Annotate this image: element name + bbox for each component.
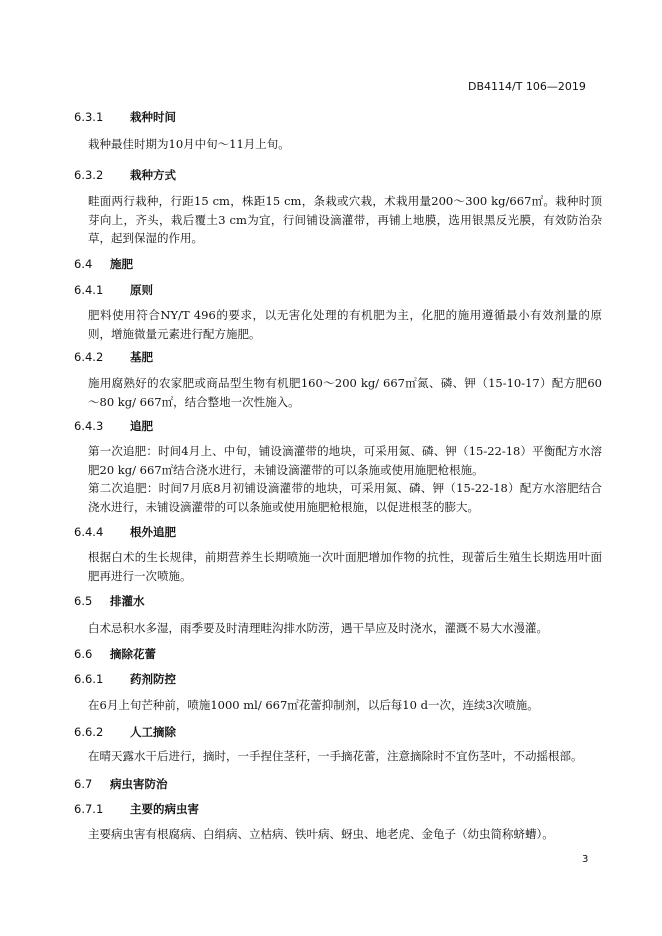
section-title: 栽种时间 [130, 110, 176, 124]
section-title: 药剂防控 [130, 672, 176, 686]
paragraph-6-4-1: 肥料使用符合NY/T 496的要求，以无害化处理的有机肥为主，化肥的施用遵循最小有效剂量的原则，增施微量元素进行配方施肥。 [88, 308, 602, 341]
section-number: 6.4 [74, 257, 93, 271]
paragraph-6-6-2: 在晴天露水干后进行，摘时，一手捏住茎秆，一手摘花蕾，注意摘除时不宜伤茎叶，不动摇根部。 [88, 749, 583, 763]
section-number: 6.7.1 [74, 802, 104, 816]
section-6-4-4-heading [74, 524, 176, 540]
section-title: 病虫害防治 [110, 777, 168, 791]
section-6-7-1-heading [74, 801, 199, 817]
section-6-6-1-heading [74, 671, 176, 687]
section-6-4-1-heading [74, 282, 153, 298]
section-number: 6.6 [74, 647, 93, 661]
section-6-5-heading [74, 593, 145, 609]
section-title: 主要的病虫害 [130, 802, 199, 816]
section-6-4-2-heading [74, 349, 153, 365]
section-number: 6.4.3 [74, 419, 104, 433]
paragraph-6-4-2: 施用腐熟好的农家肥或商品型生物有机肥160～200 kg/ 667㎡氮、磷、钾（15-10-17）配方肥60～80 kg/ 667㎡，结合整地一次性施入。 [88, 376, 602, 409]
section-title: 施肥 [110, 257, 133, 271]
paragraph-6-6-1: 在6月上旬芒种前，喷施1000 ml/ 667㎡花蕾抑制剂，以后每10 d一次，连续3次喷施。 [88, 698, 539, 712]
section-6-4-3-heading [74, 418, 153, 434]
section-title: 根外追肥 [130, 525, 176, 539]
section-number: 6.3.1 [74, 110, 104, 124]
section-title: 栽种方式 [130, 168, 176, 182]
section-6-6-2-heading [74, 724, 176, 740]
page-number: 3 [582, 854, 589, 865]
section-title: 追肥 [130, 419, 153, 433]
section-number: 6.5 [74, 594, 93, 608]
section-number: 6.7 [74, 777, 93, 791]
section-number: 6.4.2 [74, 350, 104, 364]
section-6-6-heading [74, 646, 156, 662]
section-number: 6.4.4 [74, 525, 104, 539]
document-id: DB4114/T 106—2019 [468, 80, 586, 93]
paragraph-6-4-3-first: 第一次追肥：时间4月上、中旬，铺设滴灌带的地块，可采用氮、磷、钾（15-22-18）平衡配方水溶肥20 kg/ 667㎡结合浇水进行，未铺设滴灌带的可以条施或使用施肥枪根施。 [88, 444, 602, 477]
paragraph-6-5: 白术忌积水多湿，雨季要及时清理畦沟排水防涝，遇干旱应及时浇水，灌溉不易大水漫灌。 [88, 621, 548, 635]
section-number: 6.6.1 [74, 672, 104, 686]
section-title: 人工摘除 [130, 725, 176, 739]
section-6-3-1-heading [74, 109, 176, 125]
paragraph-6-3-1: 栽种最佳时期为10月中旬～11月上旬。 [88, 137, 290, 151]
section-6-3-2-heading [74, 167, 176, 183]
paragraph-6-4-3-second: 第二次追肥：时间7月底8月初铺设滴灌带的地块，可采用氮、磷、钾（15-22-18）配方水溶肥结合浇水进行，未铺设滴灌带的可以条施或使用施肥枪根施，以促进根茎的膨大。 [88, 481, 602, 514]
section-title: 原则 [130, 283, 153, 297]
paragraph-6-4-4: 根据白术的生长规律，前期营养生长期喷施一次叶面肥增加作物的抗性，现蕾后生殖生长期选用叶面肥再进行一次喷施。 [88, 550, 602, 583]
section-6-4-heading [74, 256, 133, 272]
section-number: 6.3.2 [74, 168, 104, 182]
section-number: 6.6.2 [74, 725, 104, 739]
section-title: 基肥 [130, 350, 153, 364]
paragraph-6-7-1: 主要病虫害有根腐病、白绢病、立枯病、铁叶病、蚜虫、地老虎、金龟子（幼虫简称蛴螬）。 [88, 827, 554, 841]
section-title: 排灌水 [110, 594, 145, 608]
section-number: 6.4.1 [74, 283, 104, 297]
paragraph-6-3-2: 畦面两行栽种，行距15 cm，株距15 cm，条栽或穴栽，术栽用量200～300 kg/667㎡。栽种时顶芽向上，齐头，栽后覆土3 cm为宜，行间铺设滴灌带，再铺上地膜，选用银黑反光膜，有效防治杂草，起到保湿的作用。 [88, 194, 602, 245]
section-6-7-heading [74, 776, 168, 792]
section-title: 摘除花蕾 [110, 647, 156, 661]
